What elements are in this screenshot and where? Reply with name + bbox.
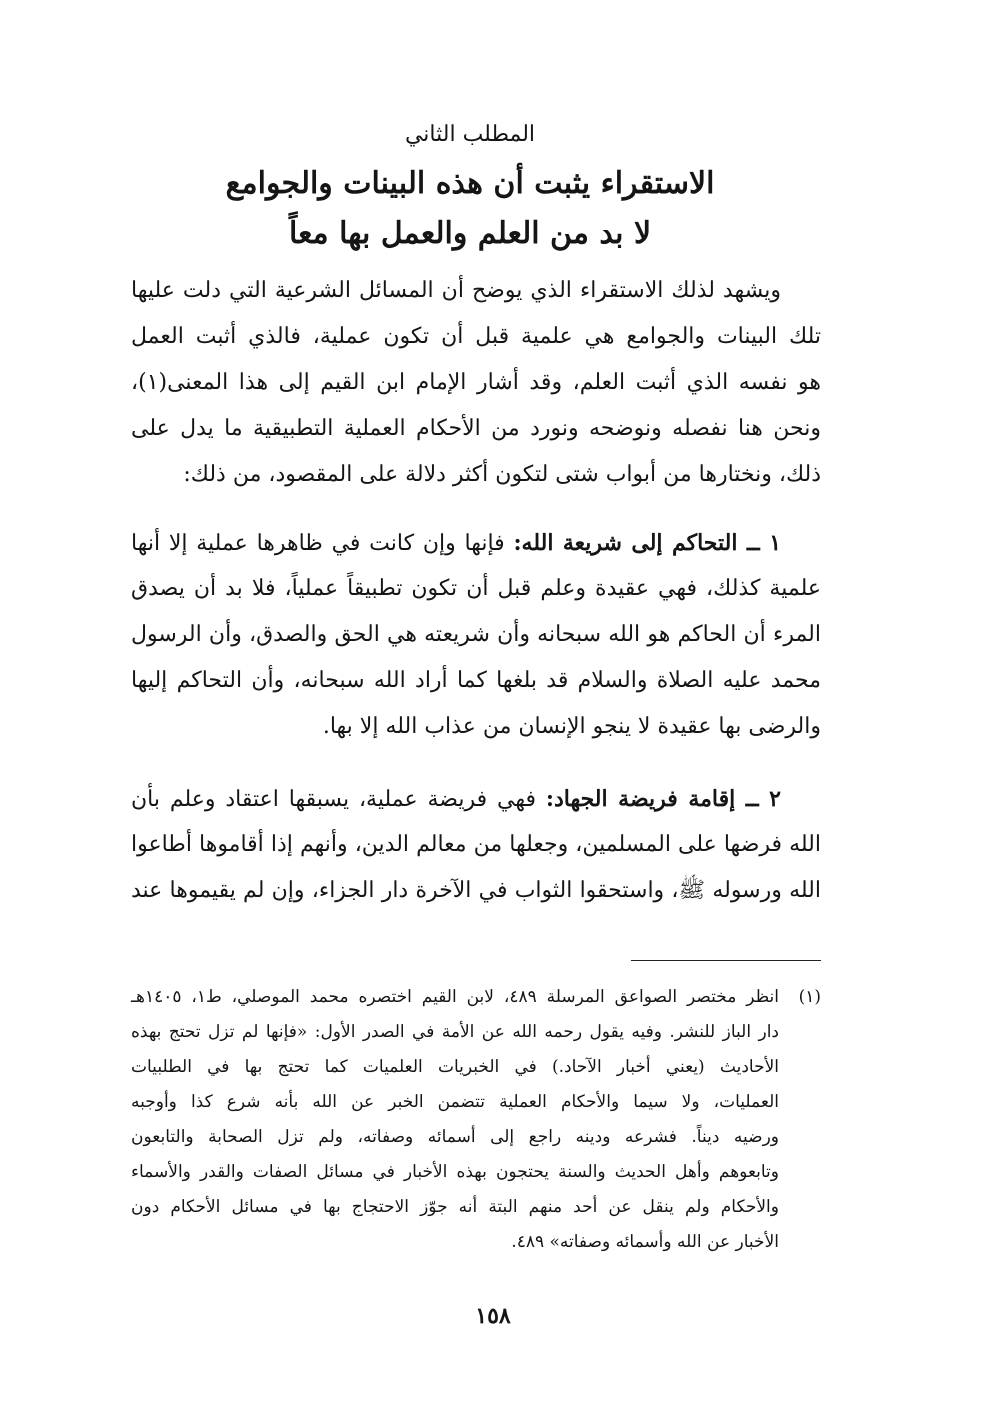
- item-2-heading: ٢ ــ إقامة فريضة الجهاد:: [545, 786, 781, 812]
- text-line: هو نفسه الذي أثبت العلم، وقد أشار الإمام ابن القيم إلى هذا المعنى(١)،: [131, 370, 821, 395]
- item-2-paragraph: [131, 776, 821, 914]
- footnote-first-line-text: انظر مختصر الصواعق المرسلة ٤٨٩، لابن القيم اختصره محمد الموصلي، ط١، ١٤٠٥هـ: [131, 987, 780, 1007]
- text-line: الله فرضها على المسلمين، وجعلها من معالم الدين، وأنهم إذا أقاموها أطاعوا: [131, 832, 822, 857]
- page-number: ١٥٨: [475, 1303, 511, 1329]
- item-1-first-line-text: فإنها وإن كانت في ظاهرها عملية إلا أنها: [131, 531, 514, 556]
- text-line: المرء أن الحاكم هو الله سبحانه وأن شريعته هي الحق والصدق، وأن الرسول: [131, 622, 821, 647]
- item-1-first-line: [131, 520, 821, 566]
- text-line: ونحن هنا نفصله ونوضحه ونورد من الأحكام العملية التطبيقية ما يدل على: [131, 416, 821, 441]
- text-line: علمية كذلك، فهي عقيدة وعلم قبل أن تكون تطبيقاً عملياً، فلا بد أن يصدق: [131, 576, 821, 601]
- text-line: والرضى بها عقيدة لا ينجو الإنسان من عذاب الله إلا بها.: [322, 714, 821, 739]
- intro-paragraph: [131, 268, 821, 498]
- footnote-line: والأحكام ولم ينقل عن أحد منهم البتة أنه جوّز الاحتجاج بها في مسائل الأحكام دون: [131, 1197, 779, 1217]
- text-line: ذلك، ونختارها من أبواب شتى لتكون أكثر دلالة على المقصود، من ذلك:: [183, 462, 821, 487]
- text-line: ويشهد لذلك الاستقراء الذي يوضح أن المسائل الشرعية التي دلت عليها: [131, 278, 781, 303]
- footnote-line: الأخبار عن الله وأسمائه وصفاته» ٤٨٩.: [511, 1232, 779, 1252]
- item-1-heading: ١ ــ التحاكم إلى شريعة الله:: [513, 530, 782, 556]
- section-label: المطلب الثاني: [404, 122, 536, 147]
- footnote-line: العمليات، ولا سيما والأحكام العملية تتضمن الخبر عن الله بأنه شرع كذا وأوجبه: [131, 1092, 779, 1112]
- footnote-line: الأحاديث (يعني أخبار الآحاد.) في الخبريات العلميات كما تحتج بها في الطلبيات: [131, 1057, 779, 1077]
- chapter-title-line-2: لا بد من العلم والعمل بها معاً: [288, 216, 652, 251]
- footnote-first-line: [131, 980, 821, 1015]
- chapter-title-line-1: الاستقراء يثبت أن هذه البينات والجوامع: [225, 166, 715, 201]
- item-1-paragraph: [131, 520, 821, 750]
- text-line: الله ورسوله ﷺ، واستحقوا الثواب في الآخرة دار الجزاء، وإن لم يقيموها عند: [131, 878, 821, 903]
- footnote-line: ورضيه ديناً. فشرعه ودينه راجع إلى أسمائه وصفاته، ولم تزل الصحابة والتابعون: [131, 1127, 779, 1147]
- footnote: [131, 980, 821, 1260]
- footnote-line: دار الباز للنشر. وفيه يقول رحمه الله عن الأمة في الصدر الأول: «فإنها لم تزل تحتج بهذه: [131, 1022, 779, 1042]
- item-2-first-line-text: فهي فريضة عملية، يسبقها اعتقاد وعلم بأن: [131, 787, 546, 812]
- footnote-divider: [631, 960, 821, 961]
- item-2-first-line: [131, 776, 821, 822]
- footnote-line: وتابعوهم وأهل الحديث والسنة يحتجون بهذه الأخبار في مسائل الصفات والقدر والأسماء: [131, 1162, 779, 1182]
- footnote-marker: (١): [798, 987, 822, 1007]
- text-line: محمد عليه الصلاة والسلام قد بلغها كما أراد الله سبحانه، وأن التحاكم إليها: [131, 668, 821, 693]
- text-line: تلك البينات والجوامع هي علمية قبل أن تكون عملية، فالذي أثبت العمل: [131, 324, 821, 349]
